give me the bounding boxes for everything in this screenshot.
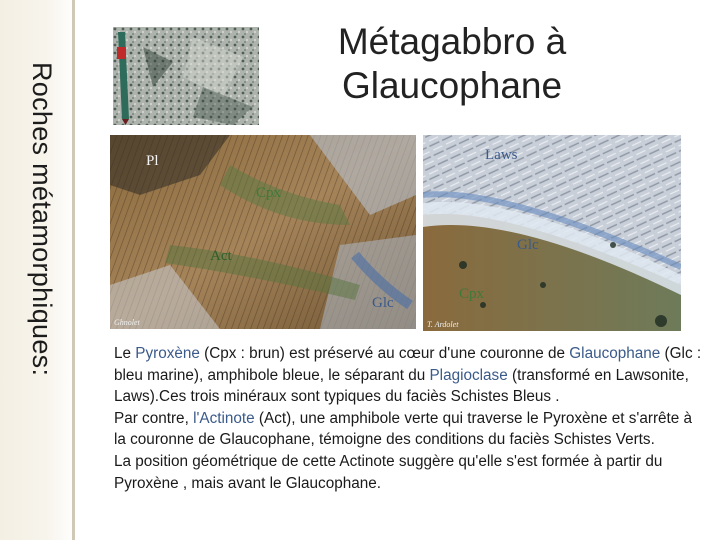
label-cpx: Cpx: [256, 185, 282, 201]
description-paragraph-3: La position géométrique de cette Actinote suggère qu'elle s'est formée à partir du Pyroxène , mais avant le Glaucophane.: [114, 452, 663, 492]
term-plagioclase: Plagioclase: [429, 366, 508, 384]
sidebar-divider: [72, 0, 75, 540]
label-pl: Pl: [146, 153, 159, 169]
text-run: (transformé en Lawsonite, Laws).Ces trois minéraux sont typiques du faciès Schistes Bleus .: [114, 366, 689, 406]
photo-credit-left: Ghnolet: [114, 318, 140, 327]
text-run: (Act), une amphibole verte qui traverse le Pyroxène et s'arrête à la couronne de Glaucophane, témoigne des conditions du faciès Schistes Verts.: [114, 409, 693, 449]
slide-title-line-1: Métagabbro à: [337, 21, 567, 62]
thin-section-photo-right: [423, 135, 681, 331]
photo-credit-right: T. Ardolet: [427, 320, 459, 329]
label-glc-right: Glc: [517, 237, 539, 253]
thin-section-photo-left: [110, 135, 416, 329]
slide-title: [318, 20, 586, 108]
text-run: Le: [114, 345, 136, 362]
label-act: Act: [210, 248, 232, 264]
term-glaucophane: Glaucophane: [569, 345, 661, 362]
slide-title-line-2: Glaucophane: [341, 65, 563, 106]
hand-specimen-photo: [113, 27, 259, 125]
description-paragraph-2: [114, 408, 708, 451]
text-run: (Glc : bleu marine), amphibole bleue, le séparant du: [114, 345, 702, 384]
label-glc: Glc: [372, 295, 394, 311]
description-paragraph-1: [114, 343, 708, 408]
label-laws: Laws: [485, 147, 518, 163]
text-run: (Cpx : brun) est préservé au cœur d'une couronne de: [199, 345, 570, 362]
sidebar-title: Roches métamorphiques:: [27, 62, 57, 377]
term-pyroxene: Pyroxène: [135, 345, 200, 362]
text-run: Par contre,: [114, 409, 194, 427]
term-actinote: l'Actinote: [193, 409, 255, 427]
description-text: [114, 343, 708, 494]
label-cpx-right: Cpx: [459, 286, 485, 302]
